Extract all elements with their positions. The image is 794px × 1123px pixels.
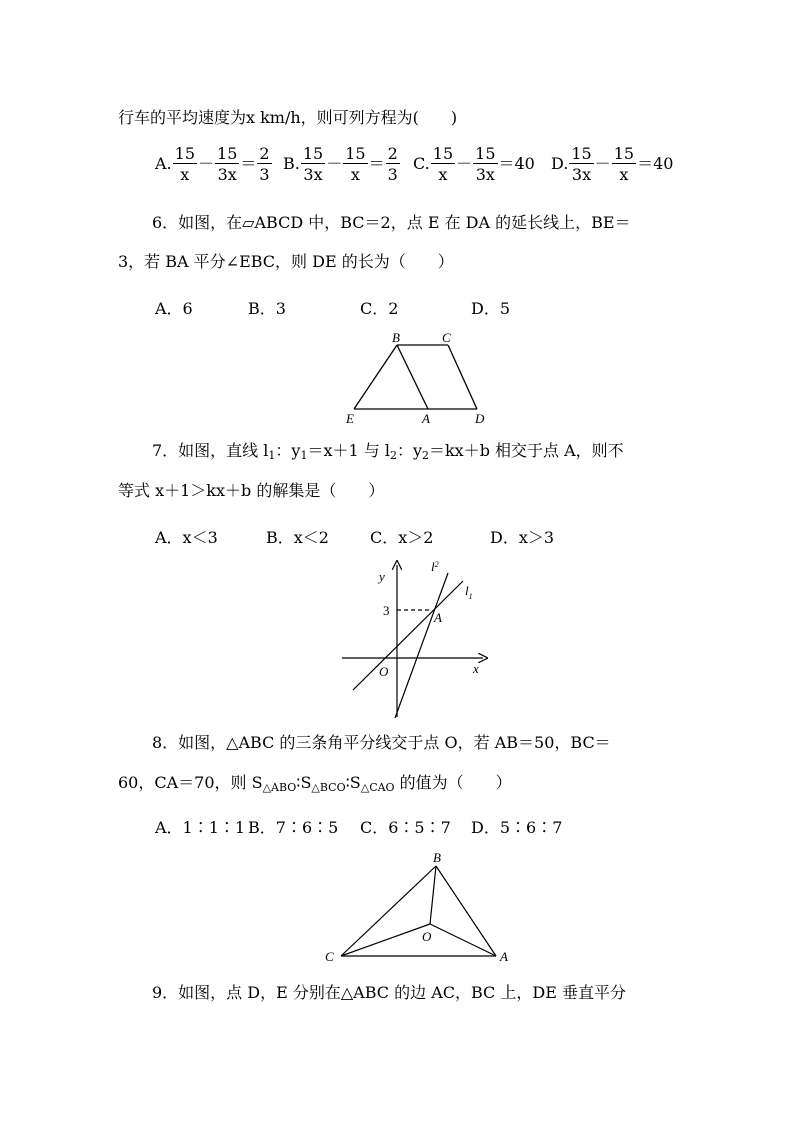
l-sub: 2 [434, 560, 439, 569]
q6-option-c: C．2 [360, 299, 399, 318]
frac-num: 15 [174, 144, 195, 163]
label-a: A [434, 610, 442, 625]
label-c: C [442, 330, 451, 345]
q7-option-d: D．x＞3 [490, 528, 555, 547]
text-part: ：y [275, 441, 301, 460]
q8-option-b: B．7∶6∶5 [248, 818, 339, 837]
text-part: ＝kx＋b 相交于点 A，则不 [428, 441, 624, 460]
frac-den: x [350, 165, 360, 184]
frac-num: 15 [432, 144, 454, 163]
op: － [594, 154, 611, 173]
q5-option-c [413, 146, 535, 183]
q7-line1 [152, 441, 624, 466]
label-l1 [465, 583, 473, 601]
op: － [326, 154, 343, 173]
eq: ＝40 [637, 154, 674, 173]
frac-den: 3x [571, 165, 592, 184]
text-part: ＝x＋1 与 l [307, 441, 390, 460]
seg-ba [436, 866, 496, 956]
l-sub: 1 [468, 592, 473, 601]
q8-option-c: C．6∶5∶7 [360, 818, 451, 837]
label-three: 3 [383, 603, 390, 618]
label-c: C [325, 949, 334, 964]
label-b: B [392, 330, 400, 345]
q6-option-a: A．6 [155, 299, 193, 318]
label-a: A [422, 411, 430, 426]
seg-cd [448, 345, 477, 409]
frac-den: 3x [303, 165, 323, 184]
q7-option-c: C．x＞2 [370, 528, 434, 547]
q9-line1: 9．如图，点 D，E 分别在△ABC 的边 AC，BC 上，DE 垂直平分 [152, 983, 626, 1002]
label-x: x [473, 661, 479, 676]
q6-option-b: B．3 [248, 299, 286, 318]
q5-option-d [551, 146, 673, 183]
q8-option-d: D．5∶6∶7 [471, 818, 563, 837]
subscript: 1 [300, 449, 308, 462]
subscript: 2 [389, 449, 397, 462]
label-o: O [422, 929, 432, 944]
subscript: △BCO [311, 781, 346, 794]
subscript: △ABO [262, 781, 297, 794]
label-b: B [433, 850, 441, 865]
label-y: y [379, 569, 385, 584]
frac-den: x [180, 165, 190, 184]
seg-co [341, 924, 430, 956]
label-e: E [346, 411, 354, 426]
option-label: B. [283, 154, 300, 173]
q7-figure-lines [335, 555, 495, 720]
q8-option-a: A．1∶1∶1 [155, 818, 246, 837]
frac-den: 3x [475, 165, 495, 184]
frac-num: 15 [302, 144, 324, 163]
seg-ba [397, 345, 428, 409]
frac-den: 3 [259, 165, 270, 184]
frac-den: x [438, 165, 448, 184]
frac-num: 15 [571, 144, 592, 163]
q6-figure-parallelogram [340, 328, 500, 428]
frac-den: x [619, 165, 629, 184]
label-a: A [500, 949, 508, 964]
subscript: 2 [421, 449, 429, 462]
frac-num: 2 [387, 144, 398, 163]
q7-line2: 等式 x＋1＞kx＋b 的解集是（ ） [118, 481, 385, 500]
l-letter: l [465, 583, 469, 598]
op: － [456, 154, 473, 173]
label-d: D [475, 411, 485, 426]
subscript: 1 [268, 449, 276, 462]
q7-option-a: A．x＜3 [155, 528, 218, 547]
q5-option-b [283, 146, 401, 183]
frac-num: 15 [613, 144, 635, 163]
q6-option-d: D．5 [471, 299, 511, 318]
text-part: 7．如图，直线 l [152, 441, 269, 460]
frac-num: 15 [345, 144, 366, 163]
q6-line1: 6．如图，在▱ABCD 中，BC＝2，点 E 在 DA 的延长线上，BE＝ [152, 213, 631, 232]
q6-line2: 3，若 BA 平分∠EBC，则 DE 的长为（ ） [118, 252, 454, 271]
q8-line1: 8．如图，△ABC 的三条角平分线交于点 O，若 AB＝50，BC＝ [152, 733, 611, 752]
seg-be [354, 345, 397, 409]
seg-bo [430, 866, 436, 924]
text-part: ∶S [345, 773, 361, 792]
text-part: 的值为（ ） [394, 773, 512, 792]
option-label: C. [413, 154, 430, 173]
q5-stem-tail: 行车的平均速度为x km/h，则可列方程为( ) [118, 108, 458, 127]
l-letter: l [431, 559, 435, 574]
option-label: A. [155, 154, 172, 173]
op: － [198, 154, 215, 173]
eq: ＝40 [498, 154, 535, 173]
seg-ao [430, 924, 496, 956]
frac-num: 15 [217, 144, 238, 163]
frac-den: 3 [387, 165, 398, 184]
frac-den: 3x [217, 165, 237, 184]
line-l2 [395, 573, 448, 718]
label-o: O [379, 664, 389, 679]
eq: ＝ [240, 154, 257, 173]
line-l1 [353, 581, 463, 690]
option-label: D. [551, 154, 569, 173]
label-l2 [431, 559, 439, 574]
q8-figure-triangle [320, 848, 520, 968]
frac-num: 2 [259, 144, 270, 163]
frac-num: 15 [475, 144, 496, 163]
q5-option-a [155, 146, 273, 183]
text-part: ：y [396, 441, 422, 460]
text-part: ∶S [296, 773, 312, 792]
q7-option-b: B．x＜2 [266, 528, 329, 547]
text-part: 60，CA＝70，则 S [118, 773, 263, 792]
eq: ＝ [368, 154, 385, 173]
q8-line2 [118, 773, 512, 798]
subscript: △CAO [360, 781, 395, 794]
